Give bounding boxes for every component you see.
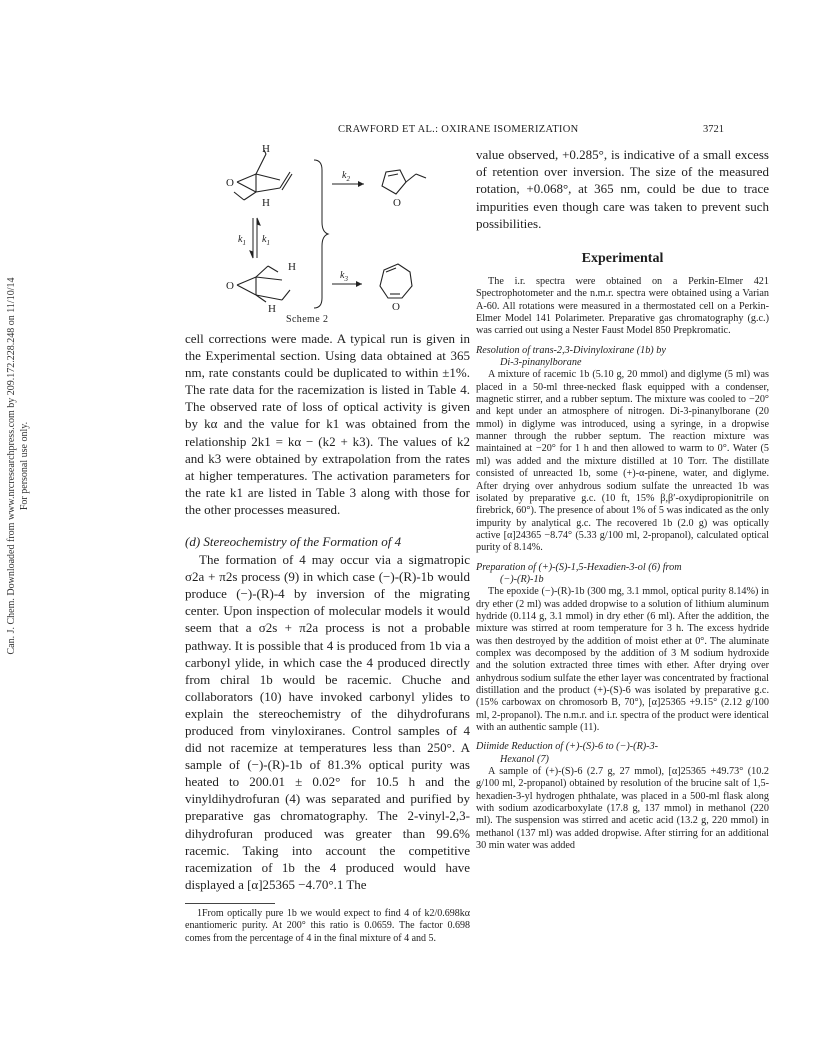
margin-note-line2: For personal use only.	[19, 421, 30, 511]
footnote-rule	[185, 903, 275, 904]
bottom-o-label: O	[226, 280, 234, 292]
vinyldihydrofuran-product	[382, 170, 426, 194]
scheme-2-diagram	[222, 140, 432, 330]
left-paragraph-1: cell corrections were made. A typical run is given in the Experimental section. Using data obtained at 365 nm, rate constants could be duplicated to within ±1%. The rate data for the racemization is listed in Table 4. The observed rate of loss of optical activity is given by kα and the value for k1 was obtained from the relationship 2k1 = kα − (k2 + k3). The values of k2 and k3 were obtained by extrapolation from the rates at higher temperatures. The activation parameters for the rate k1 are listed in Table 3 along with those for the other processes measured.	[185, 331, 470, 517]
top-o-label: O	[226, 177, 234, 189]
margin-download-note	[2, 186, 42, 746]
footnote-1: 1From optically pure 1b we would expect to find 4 of k2/0.698kα enantiomeric purity. At 200° this ratio is 0.0659. The factor 0.698 comes from the percentage of 4 in the final mixture of 4 and 5.	[185, 907, 470, 944]
experimental-general: The i.r. spectra were obtained on a Perkin-Elmer 421 Spectrophotometer and the n.m.r. spectra were obtained using a Varian A-60. All rotations were measured in a thermostated cell on a Perkin-Elmer Model 141 Polarimeter. Preparative gas chromatography (g.c.) was carried out using a Nester Faust Model 850 Prepkromatic.	[476, 276, 769, 337]
scheme-bracket	[314, 160, 328, 308]
top-h-label: H	[262, 143, 270, 155]
page-number: 3721	[703, 124, 724, 135]
k2-label: $k_2$	[342, 170, 350, 183]
oxepin-o-label: O	[392, 301, 400, 313]
equilibrium-arrows	[250, 218, 260, 258]
stereochemistry-subheading: (d) Stereochemistry of the Formation of 4	[185, 534, 402, 550]
bottom-h-label: H	[288, 261, 296, 273]
resolution-paragraph: A mixture of racemic 1b (5.10 g, 20 mmol) and diglyme (5 ml) was placed in a 50-ml three-necked flask equipped with a condenser, magnetic stirrer, and a rubber septum. The mixture was cooled to −20° and kept under an atmosphere of nitrogen. Di-3-pinanylborane (20 mmol) in diglyme was introduced, using a syringe, in a dropwise manner through the rubber septum. The reaction mixture was maintained at −20° for 1 h and then allowed to warm to 0°. Water (5 ml) was added and the mixture distilled at 10 Torr. The distillate consisted of unreacted 1b, some (+)-α-pinene, water, and diglyme. After drying over anhydrous sodium sulfate the unreacted 1b was isolated by preparative g.c. (10 ft, 15% β,β′-oxydipropionitrile on firebrick, 60°). The presence of about 1% of 5 was indicated as the only impurity by analytical g.c. The recovered 1b (2.0 g) was optically active [α]24365 −8.74° (5.33 g/100 ml, 2-propanol), calculated optical purity of 8.14%.	[476, 369, 769, 554]
resolution-subheading: Resolution of trans-2,3-Divinyloxirane (1b) by Di-3-pinanylborane	[476, 344, 666, 369]
right-intro-paragraph: value observed, +0.285°, is indicative of a small excess of retention over inversion. The size of the measured rotation, +0.068°, at 365 nm, could be due to trace impurities even though care was taken to prevent such possibilities.	[476, 147, 769, 231]
scheme-caption: Scheme 2	[286, 314, 329, 325]
running-head: CRAWFORD ET AL.: OXIRANE ISOMERIZATION	[338, 124, 579, 135]
k1-left-label: $k_1$	[238, 234, 246, 247]
left-paragraph-2: The formation of 4 may occur via a sigmatropic σ2a + π2s process (9) in which case (−)-(R)-1b would produce (−)-(R)-4 by inversion of the migrating center. Upon inspection of molecular models it would seem that a σ2s + π2a process is not a probable pathway. It is possible that 4 is produced from 1b via a carbonyl ylide, in which case the 4 produced directly from chiral 1b would be racemic. Chuche and collaborators (10) have invoked carbonyl ylides to explain the stereochemistry of the dihydrofurans produced from vinyloxiranes. Control samples of 4 did not racemize at temperatures less than 250°. A sample of (−)-(R)-1b of 81.3% optical purity was heated to 200.01 ± 0.02° for 10.5 h and the vinyldihydrofuran (4) was separated and purified by preparative gas chromatography. The 2-vinyl-2,3-dihydrofuran produced was greater than 99.6% racemic. Taking into account the competitive racemization of 1b the 4 produced would have displayed a [α]25365 −4.70°.1 The	[185, 552, 470, 892]
right-column	[476, 146, 769, 852]
k1-right-label: $k_1$	[262, 234, 270, 247]
experimental-heading: Experimental	[581, 251, 664, 267]
left-column	[185, 330, 470, 945]
preparation-paragraph: The epoxide (−)-(R)-1b (300 mg, 3.1 mmol, optical purity 8.14%) in dry ether (2 ml) was added dropwise to a solution of lithium aluminum hydride (0.114 g, 3.1 mmol) in dry ether (6 ml). After the addition, the mixture was stirred at room temperature for 3 h. The excess hydride was then destroyed by the addition of moist ether at 0°. The aluminate complex was decomposed by the addition of 3 M sodium hydroxide and the solution extracted three times with ether. After drying over anhydrous sodium sulfate the ether layer was concentrated by fractional distillation and the product (+)-(S)-6 was isolated by preparative g.c. (15% carbowax on chromosorb B, 70°), [α]25365 +9.15° (2.12 g/100 ml, 2-propanol). The n.m.r. and i.r. spectra of the product were identical with an authentic sample (11).	[476, 586, 769, 734]
page-header	[0, 124, 813, 140]
furan-o-label: O	[393, 197, 401, 209]
top-oxirane-structure	[234, 150, 292, 200]
top-h2-label: H	[262, 197, 270, 209]
bottom-h2-label: H	[268, 303, 276, 315]
diimide-subheading: Diimide Reduction of (+)-(S)-6 to (−)-(R)-3- Hexanol (7)	[476, 741, 659, 765]
oxepin-product	[380, 264, 412, 298]
k3-label: $k_3$	[340, 270, 348, 283]
bottom-oxirane-structure	[237, 266, 290, 302]
margin-note-line1: Can. J. Chem. Downloaded from www.nrcresearchpress.com by 209.172.228.248 on 11/10/14	[6, 277, 17, 655]
preparation-subheading: Preparation of (+)-(S)-1,5-Hexadien-3-ol (6) from (−)-(R)-1b	[476, 561, 682, 585]
diimide-paragraph: A sample of (+)-(S)-6 (2.7 g, 27 mmol), [α]25365 +49.73° (10.2 g/100 ml, 2-propanol) obtained by resolution of the brucine salt of 1,5-hexadien-3-yl hydrogen phthalate, was placed in a 500-ml flask along with sodium azodicarboxylate (17.8 g, 137 mmol) in methanol (220 ml). The suspension was stirred and acetic acid (13.2 g, 220 mmol) in methanol (137 ml) was added dropwise. After stirring for an additional 30 min water was added	[476, 766, 769, 852]
